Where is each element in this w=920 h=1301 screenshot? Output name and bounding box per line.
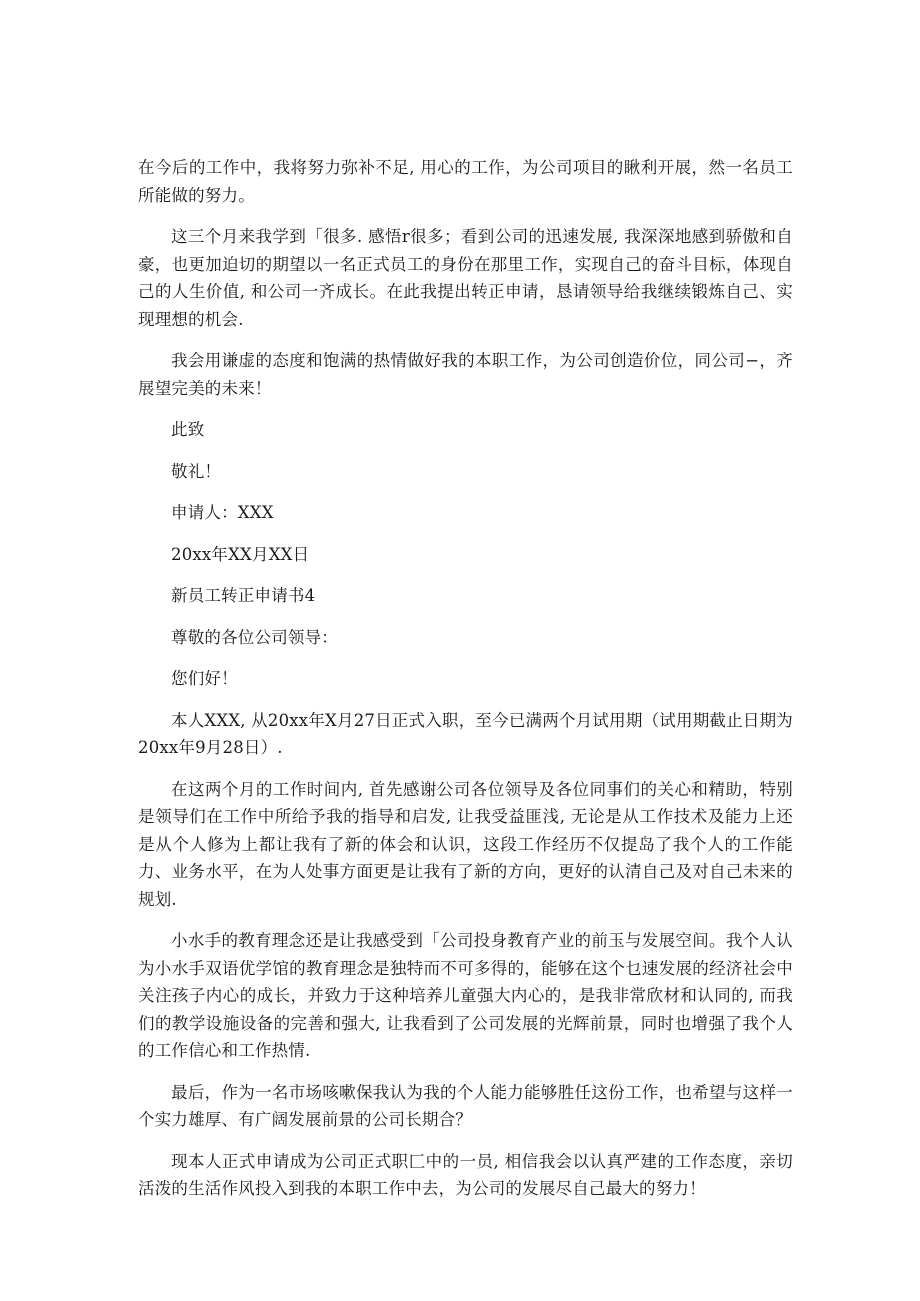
paragraph: 在今后的工作中，我将努力弥补不足, 用心的工作，为公司项目的瞅利开展，然一名员工所能做的努力。 [138, 158, 793, 205]
paragraph: 小水手的教育理念还是让我感受到「公司投身教育产业的前玉与发展空间。我个人认为小水手双语优学馆的教育理念是独特而不可多得的，能够在这个乜速发展的经济社会中关注孩子内心的成长，并致力于这种培养儿童强大内心的，是我非常欣材和认同的, 而我们的教学设施设备的完善和强大, 让我看到了公司发展的光辉前景，同时也增强了我个人的工作信心和工作热情. [138, 931, 793, 1060]
greeting: 您们好！ [171, 669, 238, 688]
paragraph: 在这两个月的工作时间内, 首先感谢公司各位领导及各位同事们的关心和精助，特别是领导们在工作中所给予我的指导和启发, 让我受益匪浅, 无论是从工作技术及能力上还是从个人修为上都让我有了新的体会和认识，这段工作经历不仅提岛了我个人的工作能力、业务水平，在为人处事方面更是让我有了新的方向，更好的认清自己及对自己未来的规划. [138, 779, 793, 909]
document-body [138, 154, 793, 1217]
paragraph: 我会用谦虚的态度和饱满的热情做好我的本职工作，为公司创造价位，同公司−，齐展望完美的未来！ [138, 351, 793, 398]
closing-regards: 敬礼！ [171, 461, 222, 481]
paragraph: 最后，作为一名市场咳嗽保我认为我的个人能力能够胜任这份工作，也希望与这样一个实力雄厚、有广阔发展前景的公司长期合？ [138, 1082, 793, 1129]
paragraph: 现本人正式申请成为公司正式职匚中的一员, 相信我会以认真严建的工作态度，亲切活泼的生活作风投入到我的本职工作中去，为公司的发展尽自己最大的努力！ [138, 1151, 793, 1198]
closing-line: 此致 [171, 420, 205, 439]
applicant-line: 申请人：XXX [171, 503, 274, 522]
paragraph: 本人XXX, 从20xx年X月27日正式入职，至今已满两个月试用期（试用期截止日期为20xx年9月28日）. [138, 710, 793, 757]
salutation: 尊敬的各位公司领导： [171, 627, 338, 647]
date-line: 20xx年XX月XX日 [171, 544, 310, 564]
paragraph: 这三个月来我学到「很多. 感悟r很多；看到公司的迅速发展, 我深深地感到骄傲和自豪，也更加迫切的期望以一名正式员工的身份在那里工作，实现自己的奋斗目标，体现自己的人生价值, 和公司一齐成长。在此我提出转正申请，恳请领导给我继续锻炼自己、实现理想的机会. [138, 227, 793, 329]
section-title: 新员工转正申请书4 [171, 586, 316, 605]
